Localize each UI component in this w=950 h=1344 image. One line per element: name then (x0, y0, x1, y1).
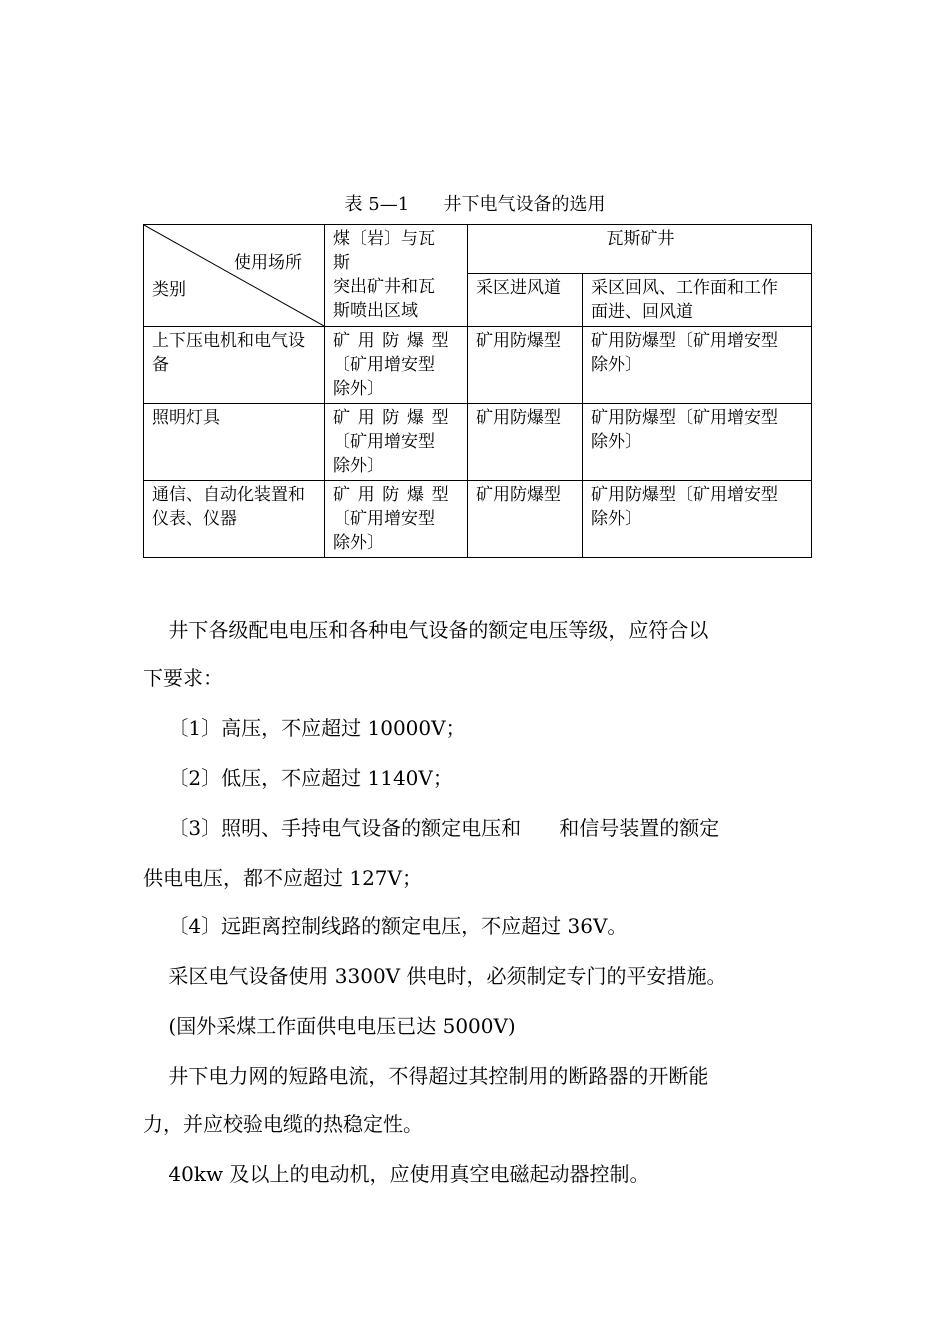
diagonal-divider-line (144, 225, 324, 326)
table-caption: 表 5—1 井下电气设备的选用 (344, 194, 606, 215)
paragraph-voltage-levels-line2: 下要求： (143, 666, 223, 690)
diag-header-category: 类别 (152, 280, 186, 300)
outburst-cell (325, 404, 468, 481)
table-row (144, 481, 812, 558)
paragraph-voltage-levels-line1: 井下各级配电电压和各种电气设备的额定电压等级，应符合以 (143, 618, 709, 642)
cell-line: 照明灯具 (152, 408, 220, 428)
cell-line: 矿用防爆型 (333, 485, 457, 505)
gas-mine-header: 瓦斯矿井 (468, 225, 812, 274)
header-line: 面进、回风道 (591, 302, 693, 322)
intake-cell: 矿用防爆型 (468, 481, 583, 558)
category-cell (144, 327, 325, 404)
cell-line: 除外〕 (591, 509, 642, 529)
cell-line: 矿用防爆型 (333, 408, 457, 428)
outburst-cell (325, 327, 468, 404)
return-airway-header (583, 274, 812, 327)
category-cell (144, 481, 325, 558)
paragraph-short-circuit-line1: 井下电力网的短路电流，不得超过其控制用的断路器的开断能 (143, 1064, 709, 1088)
cell-line: 除外〕 (591, 432, 642, 452)
paragraph-foreign-5000v: (国外采煤工作面供电电压已达 5000V) (143, 1014, 516, 1038)
intake-airway-header: 采区进风道 (468, 274, 583, 327)
intake-cell: 矿用防爆型 (468, 327, 583, 404)
cell-line: 矿用防爆型 (333, 331, 457, 351)
header-line: 突出矿井和瓦 (333, 277, 435, 297)
table-row (144, 404, 812, 481)
paragraph-short-circuit-line2: 力，并应校验电缆的热稳定性。 (143, 1112, 423, 1136)
table-header-row-1 (144, 225, 812, 274)
header-line: 煤〔岩〕与瓦 (333, 229, 435, 249)
cell-line: 矿用防爆型〔矿用增安型 (591, 331, 778, 351)
diag-header-place: 使用场所 (234, 253, 302, 273)
cell-line: 除外〕 (333, 379, 384, 399)
list-item-high-voltage: 〔1〕高压，不应超过 10000V； (143, 716, 466, 740)
cell-line: 通信、自动化装置和 (152, 485, 305, 505)
header-line: 斯 (333, 253, 350, 273)
cell-line: 矿用防爆型〔矿用增安型 (591, 485, 778, 505)
cell-line: 〔矿用增安型 (333, 355, 435, 375)
return-cell (583, 481, 812, 558)
cell-line: 仪表、仪器 (152, 509, 237, 529)
list-item-lighting-voltage-line1: 〔3〕照明、手持电气设备的额定电压和 和信号装置的额定 (143, 816, 720, 840)
list-item-low-voltage: 〔2〕低压，不应超过 1140V； (143, 766, 453, 790)
diagonal-header-cell (144, 225, 325, 327)
return-cell (583, 404, 812, 481)
intake-cell: 矿用防爆型 (468, 404, 583, 481)
outburst-cell (325, 481, 468, 558)
header-line: 采区回风、工作面和工作 (591, 278, 778, 298)
paragraph-vacuum-starter: 40kw 及以上的电动机，应使用真空电磁起动器控制。 (143, 1162, 650, 1186)
cell-line: 除外〕 (333, 533, 384, 553)
cell-line: 矿用防爆型〔矿用增安型 (591, 408, 778, 428)
cell-line: 上下压电机和电气设 (152, 331, 305, 351)
cell-line: 除外〕 (591, 355, 642, 375)
category-cell (144, 404, 325, 481)
header-line: 斯喷出区域 (333, 301, 418, 321)
table-row (144, 327, 812, 404)
cell-line: 〔矿用增安型 (333, 432, 435, 452)
cell-line: 备 (152, 355, 169, 375)
cell-line: 除外〕 (333, 456, 384, 476)
equipment-selection-table (143, 224, 812, 558)
list-item-remote-control-voltage: 〔4〕远距离控制线路的额定电压，不应超过 36V。 (143, 914, 628, 938)
list-item-lighting-voltage-line2: 供电电压，都不应超过 127V； (143, 866, 422, 890)
paragraph-3300v-supply: 采区电气设备使用 3300V 供电时，必须制定专门的平安措施。 (143, 964, 727, 988)
outburst-mine-header (325, 225, 468, 327)
cell-line: 〔矿用增安型 (333, 509, 435, 529)
return-cell (583, 327, 812, 404)
